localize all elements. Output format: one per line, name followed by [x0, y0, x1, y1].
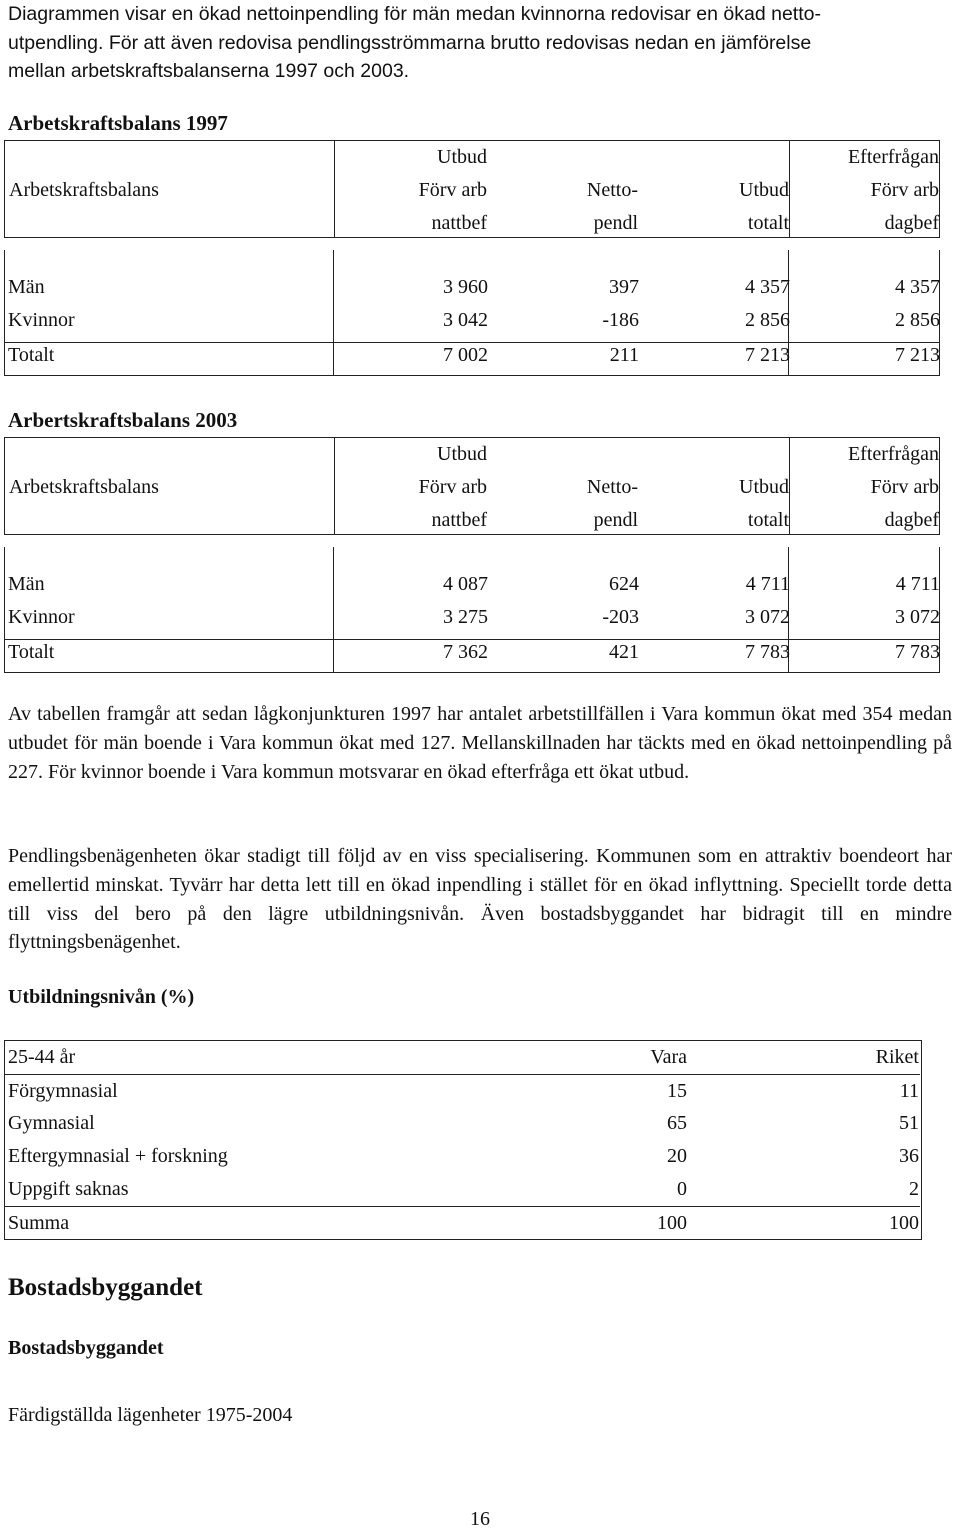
table-cell: 36 [899, 1145, 919, 1167]
table-header-row [5, 1041, 920, 1074]
body-paragraph: Av tabellen framgår att sedan lågkonjunkturen 1997 har antalet arbetstillfällen i Vara kommun ökat med 354 medan utbudet för män boende i Vara kommun ökat med 127. Mellanskillnaden har täckts med en ökad nettoinpendling på 227. För kvinnor boende i Vara kommun motsvarar en ökad efterfråga ett ökat utbud. [8, 703, 952, 783]
table-cell: -186 [602, 309, 639, 331]
table-cell: 3 275 [443, 606, 488, 628]
table-cell: 624 [609, 573, 639, 595]
table-cell: 3 960 [443, 276, 488, 298]
header-col2-line2: pendl [593, 509, 638, 531]
table-cell: Uppgift saknas [8, 1178, 129, 1200]
header-col4-line3: dagbef [884, 509, 939, 531]
header-col3-line1: Utbud [739, 476, 789, 498]
table-cell: 7 783 [895, 641, 940, 663]
table-cell: 20 [667, 1145, 687, 1167]
header-col1-line3: nattbef [431, 212, 487, 234]
section-title: Bostadsbyggandet [8, 1274, 203, 1301]
header-cell: 25-44 år [8, 1046, 76, 1068]
body-paragraph: Pendlingsbenägenheten ökar stadigt till följd av en viss specialisering. Kommunen som en attraktiv boendeort har emellertid minskat. Tyvärr har detta lett till en ökad inpendling i stället för en ökad inflyttning. Speciellt torde detta till viss del bero på den lägre utbildningsnivån. Även bostadsbyggandet har bidragit till en mindre flyttningsbenägenhet. [8, 845, 952, 954]
header-col1-line1: Utbud [437, 443, 487, 465]
table-cell: 4 357 [895, 276, 940, 298]
table-cell: 397 [609, 276, 639, 298]
row-label: Män [8, 276, 45, 298]
table-cell: 7 362 [443, 641, 488, 663]
header-col1-line2: Förv arb [418, 476, 487, 498]
table-cell: 2 856 [895, 309, 940, 331]
table-cell: 7 783 [745, 641, 790, 663]
education-table [4, 1040, 922, 1240]
table-cell: 3 072 [745, 606, 790, 628]
table-cell: 7 213 [745, 344, 790, 366]
table-cell: 4 087 [443, 573, 488, 595]
table-cell: Eftergymnasial + forskning [8, 1145, 228, 1167]
header-col3-line2: totalt [747, 212, 789, 234]
header-col4-line2: Förv arb [870, 476, 939, 498]
header-col4-line2: Förv arb [870, 179, 939, 201]
table-cell: 7 213 [895, 344, 940, 366]
table-cell: 2 856 [745, 309, 790, 331]
row-label: Män [8, 573, 45, 595]
row-label: Totalt [8, 641, 55, 663]
table-cell: 2 [909, 1178, 919, 1200]
table-header [4, 140, 940, 238]
table-cell: 15 [667, 1080, 687, 1102]
header-row-label: Arbetskraftsbalans [9, 179, 159, 201]
table-cell: 211 [609, 344, 639, 366]
table-cell: 100 [657, 1212, 687, 1234]
table-row [5, 1140, 920, 1173]
intro-line: Diagrammen visar en ökad nettoinpendling för män medan kvinnorna redovisar en ökad netto- [8, 3, 821, 25]
row-label: Kvinnor [8, 309, 75, 331]
table-cell: 3 042 [443, 309, 488, 331]
page-number: 16 [470, 1508, 490, 1530]
intro-line: mellan arbetskraftsbalanserna 1997 och 2003. [8, 60, 410, 82]
table-cell: Gymnasial [8, 1112, 95, 1134]
header-row-label: Arbetskraftsbalans [9, 476, 159, 498]
table-cell: 0 [677, 1178, 687, 1200]
table-row [5, 1107, 920, 1140]
intro-text [8, 0, 952, 86]
header-col4-line1: Efterfrågan [847, 146, 939, 168]
header-cell: Vara [650, 1046, 687, 1068]
table-cell: 4 711 [745, 573, 790, 595]
table-cell: 51 [899, 1112, 919, 1134]
figure-caption: Färdigställda lägenheter 1975-2004 [8, 1404, 293, 1426]
table-cell: 11 [899, 1080, 919, 1102]
header-col4-line3: dagbef [884, 212, 939, 234]
header-col2-line1: Netto- [586, 476, 638, 498]
table-cell: 4 711 [895, 573, 940, 595]
table-1997-title: Arbetskraftsbalans 1997 [8, 111, 228, 135]
table-body [4, 547, 940, 673]
row-label: Kvinnor [8, 606, 75, 628]
table-cell: Förgymnasial [8, 1080, 118, 1102]
header-col1-line2: Förv arb [418, 179, 487, 201]
table-row [5, 1173, 920, 1206]
table-body [4, 250, 940, 376]
table-row [5, 1074, 920, 1108]
edu-title: Utbildningsnivån (%) [8, 986, 195, 1008]
table-cell: 65 [667, 1112, 687, 1134]
header-cell: Riket [875, 1046, 919, 1068]
header-col3-line1: Utbud [739, 179, 789, 201]
table-cell: Summa [8, 1212, 70, 1234]
table-2003-title: Arbertskraftsbalans 2003 [8, 408, 238, 432]
header-col3-line2: totalt [747, 509, 789, 531]
table-header [4, 437, 940, 535]
header-col2-line2: pendl [593, 212, 638, 234]
table-cell: 100 [889, 1212, 919, 1234]
header-col1-line1: Utbud [437, 146, 487, 168]
row-label: Totalt [8, 344, 55, 366]
subsection-title: Bostadsbyggandet [8, 1337, 164, 1359]
header-col4-line1: Efterfrågan [847, 443, 939, 465]
header-col2-line1: Netto- [586, 179, 638, 201]
table-cell: 421 [609, 641, 639, 663]
table-row-total [5, 1206, 920, 1240]
table-cell: 4 357 [745, 276, 790, 298]
table-cell: -203 [602, 606, 639, 628]
table-cell: 7 002 [443, 344, 488, 366]
header-col1-line3: nattbef [431, 509, 487, 531]
intro-line: utpendling. För att även redovisa pendlingsströmmarna brutto redovisas nedan en jämförelse [8, 31, 812, 54]
table-cell: 3 072 [895, 606, 940, 628]
